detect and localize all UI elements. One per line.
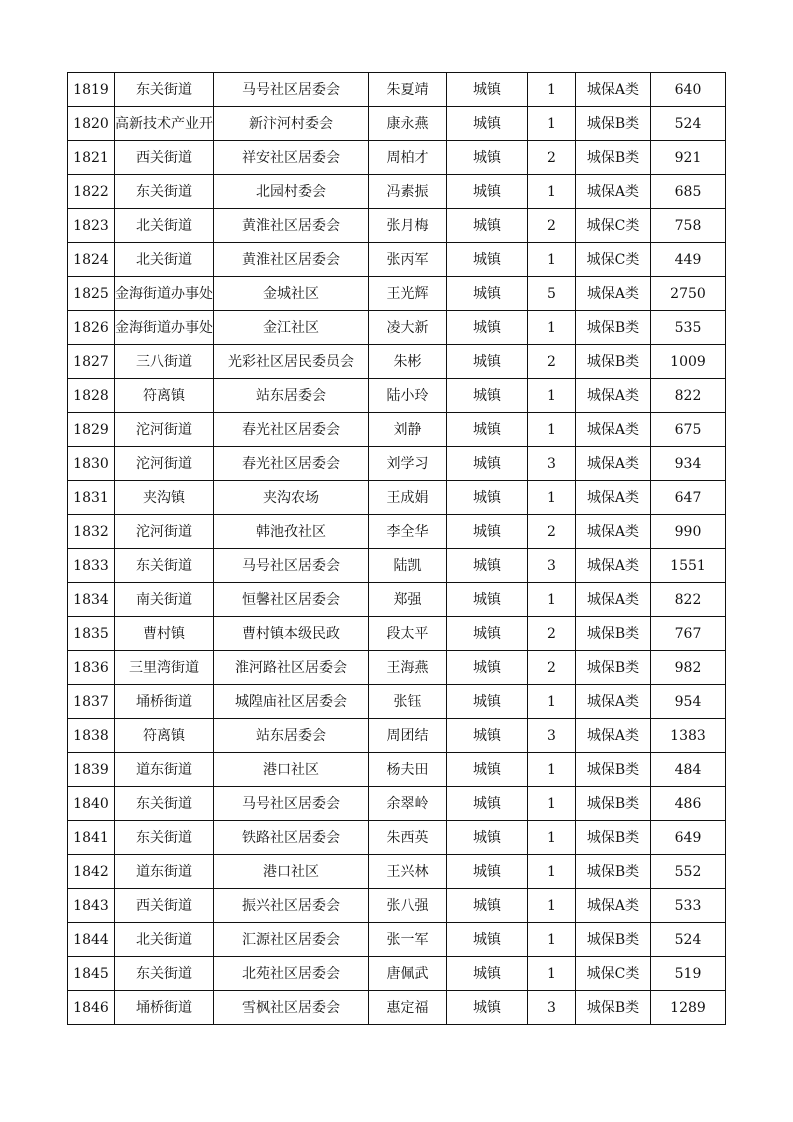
category-cell: 城保B类 (576, 311, 651, 345)
community-cell: 振兴社区居委会 (214, 889, 369, 923)
category-cell: 城保B类 (576, 787, 651, 821)
amount-cell: 1289 (651, 991, 726, 1025)
category-cell: 城保A类 (576, 889, 651, 923)
area-type-cell: 城镇 (447, 957, 528, 991)
amount-cell: 524 (651, 107, 726, 141)
name-cell: 张八强 (369, 889, 447, 923)
subdistrict-cell: 北关街道 (115, 243, 214, 277)
household-size-cell: 2 (528, 515, 576, 549)
community-cell: 淮河路社区居委会 (214, 651, 369, 685)
amount-cell: 535 (651, 311, 726, 345)
community-cell: 城隍庙社区居委会 (214, 685, 369, 719)
amount-cell: 647 (651, 481, 726, 515)
household-size-cell: 1 (528, 855, 576, 889)
community-cell: 雪枫社区居委会 (214, 991, 369, 1025)
community-cell: 恒馨社区居委会 (214, 583, 369, 617)
row-number-cell: 1827 (68, 345, 115, 379)
row-number-cell: 1833 (68, 549, 115, 583)
subdistrict-cell: 沱河街道 (115, 413, 214, 447)
name-cell: 张一军 (369, 923, 447, 957)
table-row (68, 447, 726, 481)
table-row (68, 583, 726, 617)
amount-cell: 449 (651, 243, 726, 277)
community-cell: 金江社区 (214, 311, 369, 345)
subdistrict-cell: 西关街道 (115, 141, 214, 175)
subdistrict-cell: 东关街道 (115, 549, 214, 583)
category-cell: 城保A类 (576, 515, 651, 549)
amount-cell: 2750 (651, 277, 726, 311)
subdistrict-cell: 道东街道 (115, 855, 214, 889)
name-cell: 朱夏靖 (369, 73, 447, 107)
category-cell: 城保B类 (576, 107, 651, 141)
subdistrict-cell: 北关街道 (115, 923, 214, 957)
household-size-cell: 1 (528, 481, 576, 515)
subdistrict-cell: 东关街道 (115, 821, 214, 855)
category-cell: 城保B类 (576, 345, 651, 379)
table-row (68, 107, 726, 141)
row-number-cell: 1829 (68, 413, 115, 447)
household-size-cell: 3 (528, 549, 576, 583)
amount-cell: 486 (651, 787, 726, 821)
category-cell: 城保B类 (576, 855, 651, 889)
name-cell: 王兴林 (369, 855, 447, 889)
table-row (68, 209, 726, 243)
household-size-cell: 1 (528, 753, 576, 787)
subdistrict-cell: 东关街道 (115, 175, 214, 209)
table-body (68, 73, 726, 1025)
name-cell: 王光辉 (369, 277, 447, 311)
name-cell: 周团结 (369, 719, 447, 753)
area-type-cell: 城镇 (447, 821, 528, 855)
household-size-cell: 1 (528, 175, 576, 209)
community-cell: 港口社区 (214, 753, 369, 787)
table-row (68, 651, 726, 685)
community-cell: 新汴河村委会 (214, 107, 369, 141)
table-row (68, 515, 726, 549)
subdistrict-cell: 高新技术产业开 (115, 107, 214, 141)
household-size-cell: 1 (528, 107, 576, 141)
area-type-cell: 城镇 (447, 311, 528, 345)
subdistrict-cell: 符离镇 (115, 379, 214, 413)
table-row (68, 345, 726, 379)
name-cell: 王海燕 (369, 651, 447, 685)
household-size-cell: 1 (528, 889, 576, 923)
category-cell: 城保A类 (576, 719, 651, 753)
row-number-cell: 1825 (68, 277, 115, 311)
amount-cell: 524 (651, 923, 726, 957)
household-size-cell: 3 (528, 719, 576, 753)
row-number-cell: 1835 (68, 617, 115, 651)
table-row (68, 141, 726, 175)
category-cell: 城保C类 (576, 209, 651, 243)
row-number-cell: 1826 (68, 311, 115, 345)
area-type-cell: 城镇 (447, 923, 528, 957)
community-cell: 马号社区居委会 (214, 787, 369, 821)
area-type-cell: 城镇 (447, 73, 528, 107)
category-cell: 城保C类 (576, 957, 651, 991)
area-type-cell: 城镇 (447, 753, 528, 787)
name-cell: 惠定福 (369, 991, 447, 1025)
category-cell: 城保A类 (576, 413, 651, 447)
category-cell: 城保B类 (576, 617, 651, 651)
household-size-cell: 1 (528, 379, 576, 413)
area-type-cell: 城镇 (447, 855, 528, 889)
category-cell: 城保A类 (576, 73, 651, 107)
subdistrict-cell: 东关街道 (115, 73, 214, 107)
row-number-cell: 1840 (68, 787, 115, 821)
area-type-cell: 城镇 (447, 447, 528, 481)
area-type-cell: 城镇 (447, 787, 528, 821)
name-cell: 唐佩武 (369, 957, 447, 991)
name-cell: 冯素振 (369, 175, 447, 209)
row-number-cell: 1823 (68, 209, 115, 243)
household-size-cell: 1 (528, 311, 576, 345)
table-row (68, 481, 726, 515)
amount-cell: 484 (651, 753, 726, 787)
amount-cell: 1383 (651, 719, 726, 753)
name-cell: 刘静 (369, 413, 447, 447)
amount-cell: 954 (651, 685, 726, 719)
category-cell: 城保A类 (576, 685, 651, 719)
amount-cell: 552 (651, 855, 726, 889)
household-size-cell: 2 (528, 345, 576, 379)
area-type-cell: 城镇 (447, 549, 528, 583)
table-row (68, 73, 726, 107)
table-row (68, 753, 726, 787)
subdistrict-cell: 西关街道 (115, 889, 214, 923)
row-number-cell: 1831 (68, 481, 115, 515)
household-size-cell: 1 (528, 787, 576, 821)
row-number-cell: 1844 (68, 923, 115, 957)
name-cell: 朱彬 (369, 345, 447, 379)
row-number-cell: 1836 (68, 651, 115, 685)
name-cell: 郑强 (369, 583, 447, 617)
row-number-cell: 1820 (68, 107, 115, 141)
subdistrict-cell: 东关街道 (115, 787, 214, 821)
name-cell: 周柏才 (369, 141, 447, 175)
category-cell: 城保A类 (576, 379, 651, 413)
community-cell: 黄淮社区居委会 (214, 209, 369, 243)
household-size-cell: 3 (528, 991, 576, 1025)
community-cell: 金城社区 (214, 277, 369, 311)
amount-cell: 675 (651, 413, 726, 447)
table-row (68, 549, 726, 583)
community-cell: 北园村委会 (214, 175, 369, 209)
name-cell: 陆小玲 (369, 379, 447, 413)
subdistrict-cell: 三八街道 (115, 345, 214, 379)
name-cell: 朱西英 (369, 821, 447, 855)
household-size-cell: 2 (528, 209, 576, 243)
table-row (68, 957, 726, 991)
row-number-cell: 1819 (68, 73, 115, 107)
household-size-cell: 2 (528, 651, 576, 685)
community-cell: 铁路社区居委会 (214, 821, 369, 855)
community-cell: 曹村镇本级民政 (214, 617, 369, 651)
subdistrict-cell: 沱河街道 (115, 515, 214, 549)
table-row (68, 821, 726, 855)
area-type-cell: 城镇 (447, 991, 528, 1025)
row-number-cell: 1843 (68, 889, 115, 923)
category-cell: 城保C类 (576, 243, 651, 277)
amount-cell: 822 (651, 583, 726, 617)
household-size-cell: 1 (528, 685, 576, 719)
category-cell: 城保B类 (576, 923, 651, 957)
amount-cell: 758 (651, 209, 726, 243)
category-cell: 城保A类 (576, 447, 651, 481)
subdistrict-cell: 北关街道 (115, 209, 214, 243)
community-cell: 夹沟农场 (214, 481, 369, 515)
category-cell: 城保A类 (576, 549, 651, 583)
table-row (68, 617, 726, 651)
name-cell: 余翠岭 (369, 787, 447, 821)
area-type-cell: 城镇 (447, 345, 528, 379)
name-cell: 凌大新 (369, 311, 447, 345)
community-cell: 春光社区居委会 (214, 413, 369, 447)
table-row (68, 855, 726, 889)
community-cell: 站东居委会 (214, 719, 369, 753)
area-type-cell: 城镇 (447, 685, 528, 719)
area-type-cell: 城镇 (447, 379, 528, 413)
row-number-cell: 1842 (68, 855, 115, 889)
household-size-cell: 1 (528, 413, 576, 447)
household-size-cell: 1 (528, 957, 576, 991)
subdistrict-cell: 三里湾街道 (115, 651, 214, 685)
table-row (68, 787, 726, 821)
row-number-cell: 1841 (68, 821, 115, 855)
name-cell: 李全华 (369, 515, 447, 549)
area-type-cell: 城镇 (447, 651, 528, 685)
name-cell: 陆凯 (369, 549, 447, 583)
category-cell: 城保B类 (576, 651, 651, 685)
table-row (68, 991, 726, 1025)
area-type-cell: 城镇 (447, 277, 528, 311)
subdistrict-cell: 埇桥街道 (115, 991, 214, 1025)
community-cell: 韩池孜社区 (214, 515, 369, 549)
subdistrict-cell: 夹沟镇 (115, 481, 214, 515)
subdistrict-cell: 曹村镇 (115, 617, 214, 651)
category-cell: 城保B类 (576, 141, 651, 175)
table-row (68, 175, 726, 209)
amount-cell: 685 (651, 175, 726, 209)
name-cell: 康永燕 (369, 107, 447, 141)
amount-cell: 822 (651, 379, 726, 413)
row-number-cell: 1839 (68, 753, 115, 787)
row-number-cell: 1828 (68, 379, 115, 413)
community-cell: 祥安社区居委会 (214, 141, 369, 175)
row-number-cell: 1821 (68, 141, 115, 175)
community-cell: 汇源社区居委会 (214, 923, 369, 957)
category-cell: 城保B类 (576, 753, 651, 787)
area-type-cell: 城镇 (447, 243, 528, 277)
category-cell: 城保A类 (576, 175, 651, 209)
subdistrict-cell: 沱河街道 (115, 447, 214, 481)
category-cell: 城保B类 (576, 821, 651, 855)
subdistrict-cell: 埇桥街道 (115, 685, 214, 719)
subdistrict-cell: 南关街道 (115, 583, 214, 617)
subdistrict-cell: 符离镇 (115, 719, 214, 753)
community-cell: 春光社区居委会 (214, 447, 369, 481)
amount-cell: 640 (651, 73, 726, 107)
household-size-cell: 1 (528, 821, 576, 855)
amount-cell: 519 (651, 957, 726, 991)
household-size-cell: 5 (528, 277, 576, 311)
table-row (68, 719, 726, 753)
amount-cell: 990 (651, 515, 726, 549)
amount-cell: 982 (651, 651, 726, 685)
table-row (68, 311, 726, 345)
row-number-cell: 1837 (68, 685, 115, 719)
area-type-cell: 城镇 (447, 107, 528, 141)
name-cell: 张月梅 (369, 209, 447, 243)
area-type-cell: 城镇 (447, 141, 528, 175)
table-row (68, 243, 726, 277)
row-number-cell: 1845 (68, 957, 115, 991)
amount-cell: 934 (651, 447, 726, 481)
household-size-cell: 3 (528, 447, 576, 481)
household-size-cell: 1 (528, 923, 576, 957)
community-cell: 马号社区居委会 (214, 549, 369, 583)
row-number-cell: 1846 (68, 991, 115, 1025)
area-type-cell: 城镇 (447, 719, 528, 753)
row-number-cell: 1832 (68, 515, 115, 549)
subdistrict-cell: 金海街道办事处 (115, 277, 214, 311)
community-cell: 北苑社区居委会 (214, 957, 369, 991)
area-type-cell: 城镇 (447, 175, 528, 209)
category-cell: 城保A类 (576, 481, 651, 515)
name-cell: 刘学习 (369, 447, 447, 481)
household-size-cell: 2 (528, 617, 576, 651)
table-row (68, 685, 726, 719)
row-number-cell: 1822 (68, 175, 115, 209)
community-cell: 站东居委会 (214, 379, 369, 413)
area-type-cell: 城镇 (447, 583, 528, 617)
amount-cell: 533 (651, 889, 726, 923)
table-row (68, 277, 726, 311)
area-type-cell: 城镇 (447, 209, 528, 243)
category-cell: 城保A类 (576, 277, 651, 311)
amount-cell: 1009 (651, 345, 726, 379)
household-size-cell: 1 (528, 73, 576, 107)
name-cell: 张钰 (369, 685, 447, 719)
subdistrict-cell: 金海街道办事处 (115, 311, 214, 345)
category-cell: 城保A类 (576, 583, 651, 617)
area-type-cell: 城镇 (447, 889, 528, 923)
category-cell: 城保B类 (576, 991, 651, 1025)
amount-cell: 921 (651, 141, 726, 175)
name-cell: 王成娟 (369, 481, 447, 515)
community-cell: 黄淮社区居委会 (214, 243, 369, 277)
name-cell: 杨夫田 (369, 753, 447, 787)
area-type-cell: 城镇 (447, 481, 528, 515)
amount-cell: 1551 (651, 549, 726, 583)
table-row (68, 413, 726, 447)
amount-cell: 767 (651, 617, 726, 651)
row-number-cell: 1824 (68, 243, 115, 277)
community-cell: 光彩社区居民委员会 (214, 345, 369, 379)
community-cell: 港口社区 (214, 855, 369, 889)
amount-cell: 649 (651, 821, 726, 855)
household-size-cell: 2 (528, 141, 576, 175)
area-type-cell: 城镇 (447, 617, 528, 651)
household-size-cell: 1 (528, 243, 576, 277)
subdistrict-cell: 东关街道 (115, 957, 214, 991)
name-cell: 张丙军 (369, 243, 447, 277)
area-type-cell: 城镇 (447, 515, 528, 549)
area-type-cell: 城镇 (447, 413, 528, 447)
row-number-cell: 1830 (68, 447, 115, 481)
subdistrict-cell: 道东街道 (115, 753, 214, 787)
data-table (67, 72, 726, 1025)
table-row (68, 889, 726, 923)
name-cell: 段太平 (369, 617, 447, 651)
table-row (68, 379, 726, 413)
row-number-cell: 1834 (68, 583, 115, 617)
row-number-cell: 1838 (68, 719, 115, 753)
community-cell: 马号社区居委会 (214, 73, 369, 107)
household-size-cell: 1 (528, 583, 576, 617)
table-row (68, 923, 726, 957)
